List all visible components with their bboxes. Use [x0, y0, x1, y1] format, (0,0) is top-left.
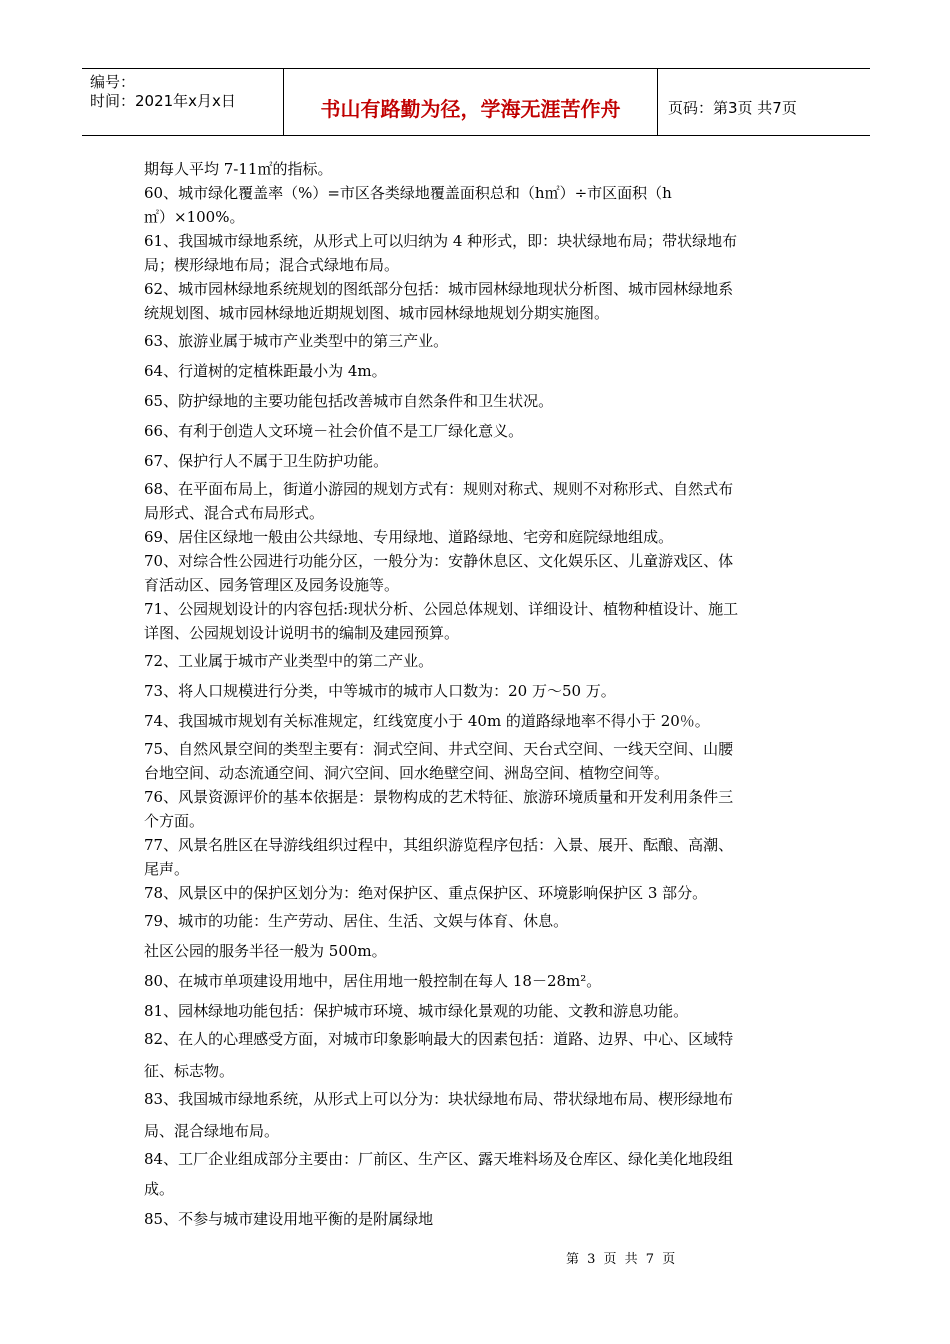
text-line: 局；楔形绿地布局；混合式绿地布局。: [144, 256, 400, 274]
header-page-info: 页码：第3页 共7页: [668, 98, 797, 117]
text-line: 82、在人的心理感受方面，对城市印象影响最大的因素包括：道路、边界、中心、区域特: [144, 1030, 734, 1048]
text-line: 71、公园规划设计的内容包括:现状分析、公园总体规划、详细设计、植物种植设计、施工: [144, 600, 739, 618]
text-line: 局、混合绿地布局。: [144, 1122, 280, 1140]
text-line: 78、风景区中的保护区划分为：绝对保护区、重点保护区、环境影响保护区 3 部分。: [144, 884, 708, 902]
text-line: 74、我国城市规划有关标准规定，红线宽度小于 40m 的道路绿地率不得小于 20％。: [144, 712, 710, 730]
header-motto: 书山有路勤为径，学海无涯苦作舟: [284, 69, 658, 135]
text-line: 75、自然风景空间的类型主要有：洞式空间、井式空间、天台式空间、一线天空间、山腰: [144, 740, 734, 758]
text-line: 育活动区、园务管理区及园务设施等。: [144, 576, 400, 594]
text-line: 个方面。: [144, 812, 205, 830]
text-line: 社区公园的服务半径一般为 500m。: [144, 942, 387, 960]
text-line: 局形式、混合式布局形式。: [144, 504, 325, 522]
header-meta: [82, 69, 284, 135]
text-line: 62、城市园林绿地系统规划的图纸部分包括：城市园林绿地现状分析图、城市园林绿地系: [144, 280, 734, 298]
text-line: 期每人平均 7-11㎡的指标。: [144, 160, 333, 178]
text-line: 83、我国城市绿地系统，从形式上可以分为：块状绿地布局、带状绿地布局、楔形绿地布: [144, 1090, 734, 1108]
text-line: 79、城市的功能：生产劳动、居住、生活、文娱与体育、休息。: [144, 912, 569, 930]
text-line: 64、行道树的定植株距最小为 4m。: [144, 362, 387, 380]
text-line: 69、居住区绿地一般由公共绿地、专用绿地、道路绿地、宅旁和庭院绿地组成。: [144, 528, 674, 546]
text-line: 81、园林绿地功能包括：保护城市环境、城市绿化景观的功能、文教和游息功能。: [144, 1002, 689, 1020]
text-line: 80、在城市单项建设用地中，居住用地一般控制在每人 18－28m²。: [144, 972, 602, 990]
text-line: 60、城市绿化覆盖率（%）=市区各类绿地覆盖面积总和（h㎡）÷市区面积（h: [144, 184, 672, 202]
text-line: 详图、公园规划设计说明书的编制及建园预算。: [144, 624, 460, 642]
text-line: 尾声。: [144, 860, 190, 878]
text-line: 73、将人口规模进行分类，中等城市的城市人口数为：20 万～50 万。: [144, 682, 616, 700]
text-line: 76、风景资源评价的基本依据是：景物构成的艺术特征、旅游环境质量和开发利用条件三: [144, 788, 734, 806]
text-line: 77、风景名胜区在导游线组织过程中，其组织游览程序包括：入景、展开、酝酿、高潮、: [144, 836, 734, 854]
text-line: 成。: [144, 1180, 175, 1198]
text-line: 征、标志物。: [144, 1062, 235, 1080]
text-line: 66、有利于创造人文环境－社会价值不是工厂绿化意义。: [144, 422, 524, 440]
text-line: 67、保护行人不属于卫生防护功能。: [144, 452, 389, 470]
page-footer: 第 3 页 共 7 页: [566, 1252, 678, 1267]
text-line: 61、我国城市绿地系统，从形式上可以归纳为 4 种形式，即：块状绿地布局；带状绿地布: [144, 232, 738, 250]
code-label: 编号：: [90, 73, 136, 91]
text-line: 65、防护绿地的主要功能包括改善城市自然条件和卫生状况。: [144, 392, 554, 410]
text-line: 63、旅游业属于城市产业类型中的第三产业。: [144, 332, 449, 350]
time-label: 时间：2021年x月x日: [90, 92, 236, 110]
text-line: 70、对综合性公园进行功能分区，一般分为：安静休息区、文化娱乐区、儿童游戏区、体: [144, 552, 734, 570]
page-header: [82, 68, 870, 136]
text-line: 84、工厂企业组成部分主要由：厂前区、生产区、露天堆料场及仓库区、绿化美化地段组: [144, 1150, 734, 1168]
text-line: 68、在平面布局上，街道小游园的规划方式有：规则对称式、规则不对称形式、自然式布: [144, 480, 734, 498]
text-line: ㎡）×100%。: [144, 208, 245, 226]
text-line: 72、工业属于城市产业类型中的第二产业。: [144, 652, 434, 670]
text-line: 85、不参与城市建设用地平衡的是附属绿地: [144, 1210, 434, 1228]
text-line: 统规划图、城市园林绿地近期规划图、城市园林绿地规划分期实施图。: [144, 304, 610, 322]
text-line: 台地空间、动态流通空间、洞穴空间、回水绝壁空间、洲岛空间、植物空间等。: [144, 764, 670, 782]
